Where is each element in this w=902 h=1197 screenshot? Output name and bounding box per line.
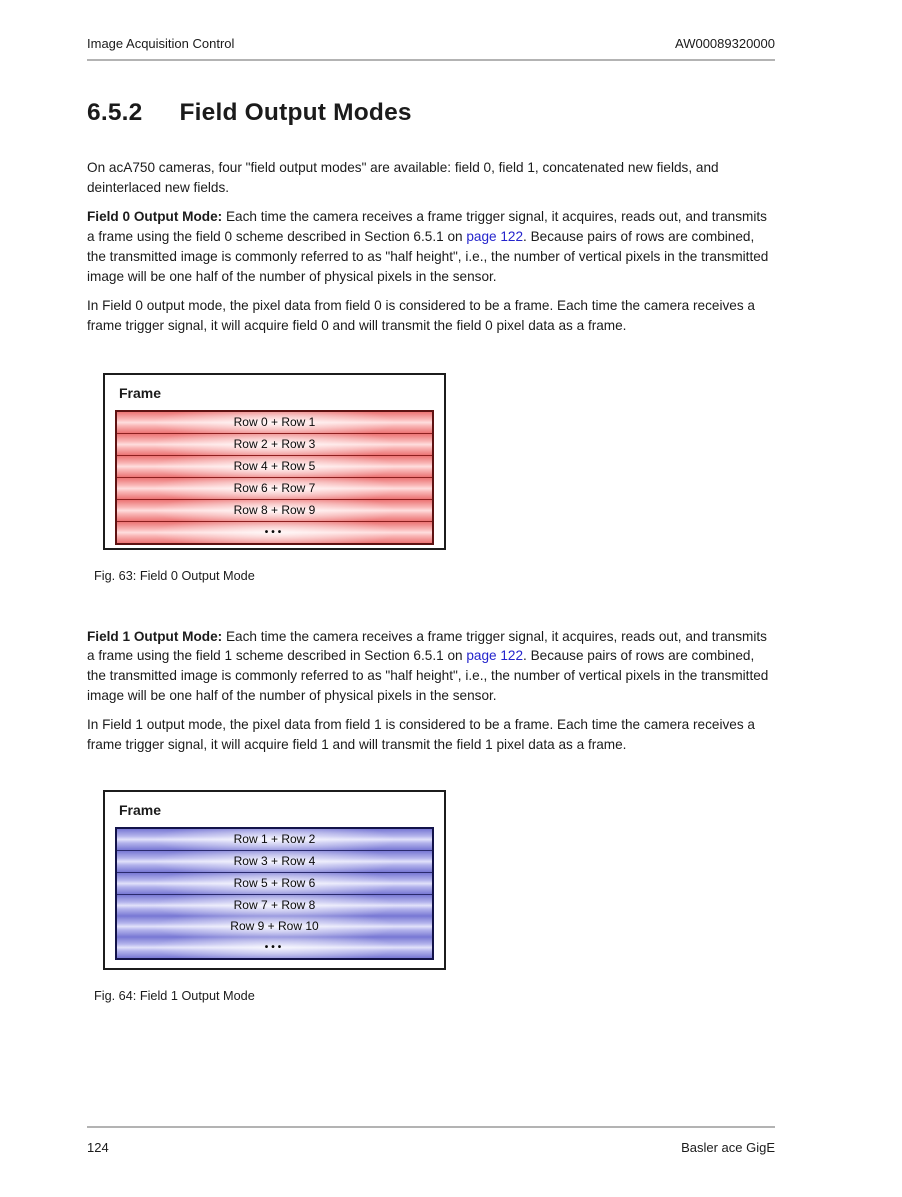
page-footer — [87, 1126, 775, 1155]
frame-row-ellipsis: ••• — [117, 521, 432, 543]
footer-product-name: Basler ace GigE — [681, 1140, 775, 1155]
header-doc-id: AW00089320000 — [675, 36, 775, 51]
frame-row: Row 2 + Row 3 — [117, 433, 432, 455]
frame-label: Frame — [119, 384, 162, 401]
frame-row: Row 3 + Row 4 — [117, 850, 432, 872]
frame-row-stack — [115, 827, 434, 960]
frame-diagram-field0 — [103, 373, 446, 550]
field1-frame-paragraph: In Field 1 output mode, the pixel data from field 1 is considered to be a frame. Each time the camera receives a frame trigger signal, it will acquire field 1 and will transmit the field 1 pixel data as a frame. — [87, 717, 755, 753]
frame-row-stack — [115, 410, 434, 545]
field1-mode-paragraph — [87, 627, 775, 706]
field1-mode-lead: Field 1 Output Mode: — [87, 628, 223, 644]
frame-row-ellipsis: ••• — [117, 937, 432, 958]
page-122-link[interactable]: page 122 — [466, 648, 524, 664]
page-122-link[interactable]: page 122 — [466, 229, 524, 245]
field0-text-after-link: . Because pairs of rows are combined, the transmitted image is commonly referred to as "half height", i.e., the number of vertical pixels in the transmitted image will be one half of the number of physical pixels in the sensor. — [87, 229, 769, 284]
frame-row: Row 8 + Row 9 — [117, 499, 432, 521]
header-section-title: Image Acquisition Control — [87, 36, 235, 51]
figure-field1 — [87, 790, 775, 1003]
figure-field0 — [87, 373, 775, 583]
field1-text-before-link: Each time the camera receives a frame trigger signal, it acquires, reads out, and transmits a frame using the field 1 scheme described in Section 6.5.1 on — [87, 628, 767, 664]
field0-text-before-link: Each time the camera receives a frame trigger signal, it acquires, reads out, and transmits a frame using the field 0 scheme described in Section 6.5.1 on — [87, 209, 767, 245]
frame-row: Row 1 + Row 2 — [117, 829, 432, 850]
header-rule — [87, 59, 775, 61]
intro-paragraph: On acA750 cameras, four "field output modes" are available: field 0, field 1, concatenated new fields, and deinterlaced new fields. — [87, 160, 719, 195]
field0-mode-paragraph — [87, 207, 775, 286]
section-title: Field Output Modes — [179, 99, 412, 126]
frame-row: Row 5 + Row 6 — [117, 872, 432, 894]
frame-row: Row 9 + Row 10 — [117, 916, 432, 937]
section-number: 6.5.2 — [87, 99, 143, 126]
section-heading — [87, 99, 775, 127]
frame-row: Row 7 + Row 8 — [117, 894, 432, 916]
field1-text-after-link: . Because pairs of rows are combined, the transmitted image is commonly referred to as "half height", i.e., the number of vertical pixels in the transmitted image will be one half of the number of physical pixels in the sensor. — [87, 648, 769, 703]
frame-row: Row 4 + Row 5 — [117, 455, 432, 477]
page-header — [87, 0, 775, 51]
frame-row: Row 6 + Row 7 — [117, 477, 432, 499]
frame-row: Row 0 + Row 1 — [117, 412, 432, 433]
figure-caption-64: Fig. 64: Field 1 Output Mode — [94, 988, 255, 1003]
frame-diagram-field1 — [103, 790, 446, 970]
figure-caption-63: Fig. 63: Field 0 Output Mode — [94, 568, 255, 583]
footer-page-number: 124 — [87, 1140, 109, 1155]
field0-frame-paragraph: In Field 0 output mode, the pixel data from field 0 is considered to be a frame. Each time the camera receives a frame trigger signal, it will acquire field 0 and will transmit the field 0 pixel data as a frame. — [87, 298, 755, 333]
field0-mode-lead: Field 0 Output Mode: — [87, 209, 223, 225]
frame-label: Frame — [119, 801, 162, 818]
